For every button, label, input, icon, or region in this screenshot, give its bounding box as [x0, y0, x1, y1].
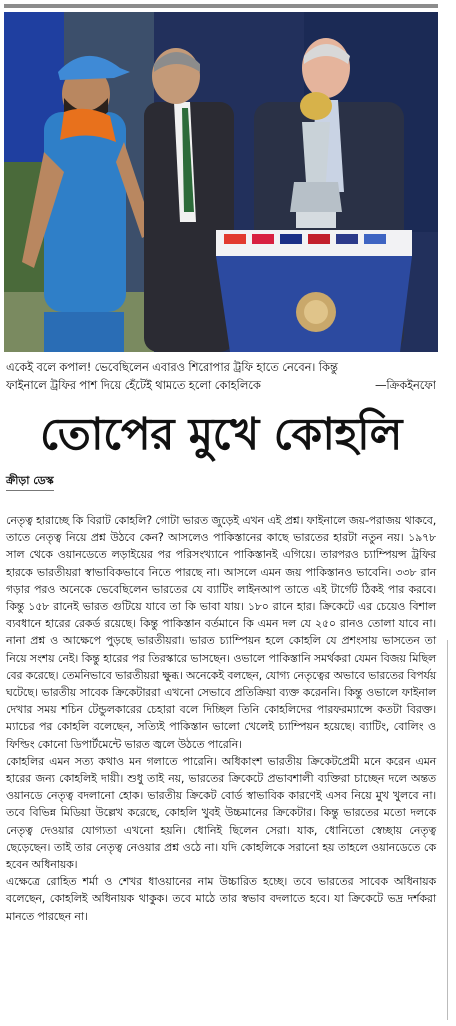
byline: ক্রীড়া ডেস্ক	[6, 474, 54, 487]
podium-figure	[216, 230, 412, 352]
headline: তোপের মুখে কোহলি	[40, 409, 402, 460]
photo-credit: —ক্রিকইনফো	[375, 378, 436, 392]
caption-line-2-text: ফাইনালে ট্রফির পাশ দিয়ে হেঁটেই থামতে হলো কোহলিকে	[6, 378, 261, 392]
byline-underline	[6, 490, 54, 491]
news-photo	[4, 12, 438, 352]
article-body	[6, 512, 436, 925]
photo-caption	[6, 358, 436, 394]
top-rule	[4, 4, 438, 8]
caption-line-2	[6, 376, 436, 394]
paragraph: কোহলির এমন সত্য কথাও মন গলাতে পারেনি। অধিকাংশ ভারতীয় ক্রিকেটপ্রেমী মনে করেন এমন হারের জন্য কোহলিই দায়ী। শুধু তাই নয়, ভারতের ক্রিকেটে প্রভাবশালী ব্যক্তিরা চাচ্ছেন দলে অন্তত ওয়ানডে নেতৃত্ব বদলানো হোক। ভারতীয় ক্রিকেট বোর্ড স্বাভাবিক কারণেই এসব নিয়ে মুখ খুলবে না। তবে বিভিন্ন মিডিয়া উল্লেখ করেছে, কোহলি খুবই উচ্চমানের ক্রিকেটার। কিন্তু ভারতের মতো দলকে নেতৃত্ব দেওয়ার যোগ্যতা এখনো হয়নি। ধোনিই ছিলেন সেরা। যাক, ধোনিতো স্বেচ্ছায় নেতৃত্ব ছেড়েছেন। তাই তার নেতৃত্ব নেওয়ার প্রশ্ন ওঠে না। যদি কোহলিকে সরানো হয় তাহলে ওয়ানডেতে কে হবেন অধিনায়ক।	[6, 754, 436, 872]
paragraph: এক্ষেত্রে রোহিত শর্মা ও শেখর ধাওয়ানের নাম উচ্চারিত হচ্ছে। তবে ভারতের সাবেক অধিনায়ক বলেছেন, কোহলিই অধিনায়ক থাকুক। তবে মাঠে তার স্বভাব বদলাতে হবে। যা ক্রিকেটে ভদ্র দর্শকরা মানতে পারছেন না।	[6, 875, 436, 923]
column-rule	[447, 640, 448, 1020]
caption-line-1: একেই বলে কপাল! ভেবেছিলেন এবারও শিরোপার ট্রফি হাতে নেবেন। কিন্তু	[6, 360, 338, 374]
paragraph: নেতৃত্ব হারাচ্ছে কি বিরাট কোহলি? গোটা ভারত জুড়েই এখন এই প্রশ্ন। ফাইনালে জয়-পরাজয় থাকবে, তাতে নেতৃত্ব নিয়ে প্রশ্ন উঠবে কেন? আসলেও পাকিস্তানের কাছে ভারতের হারটা নতুন নয়। ১৯৭৮ সাল থেকে ওয়ানডেতে লড়াইয়ের পর পরিসংখ্যানে পাকিস্তানই এগিয়ে। তারপরও চ্যাম্পিয়ন্স ট্রফির হারকে ভারতীয়রা স্বাভাবিকভাবে নিতে পারছে না। আসলে এমন জয় পাকিস্তানও ভাবেনি। ৩৩৮ রান গড়ার পরও অনেকে ভেবেছিলেন ভারতের যে ব্যাটিং লাইনআপ তাতে এই টার্গেট ঠিকই পার করবে। কিন্তু ১৫৮ রানেই ভারত গুটিয়ে যাবে তা কি ভাবা যায়। ১৮০ রানে হার। ক্রিকেটে এর চেয়েও বিশাল ব্যবধানে হারের রেকর্ড রয়েছে। কিন্তু পাকিস্তান বর্তমানে কি এমন দল যে ২৫০ রানও তোলা যাবে না। নানা প্রশ্ন ও আক্ষেপে পুড়ছে ভারতীয়রা। ভারত চ্যাম্পিয়ন হলে কোহলি যে প্রশংসায় ভাসতেন তা নিয়ে সংশয় নেই। কিন্তু হারের পর তিরস্কারে ভাসছেন। ওভালে পাকিস্তানি সমর্থকরা যেমন বিজয় মিছিল বের করেছে। তেমনিভাবে ভারতীয়রা ক্ষুব্ধ। অনেকেই বলছেন, যোগ্য নেতৃত্বের অভাবে ভারতের বিপর্যয় ঘটেছে। ভারতীয় সাবেক ক্রিকেটাররা এখনো সেভাবে প্রতিক্রিয়া ব্যক্ত করেননি। কিন্তু ওভালে ফাইনাল দেখার সময় শচিন টেন্ডুলকারের চেহারা বলে দিচ্ছিল তিনি কোহলিদের পারফরম্যান্সে কতটা বিরক্ত। ম্যাচের পর কোহলি বলেছেন, সত্যিই পাকিস্তান ভালো খেলেই চ্যাম্পিয়ন হয়েছে। ব্যাটিং, বোলিং ও ফিল্ডিং কোনো ডিপার্টমেন্টে ভারত জ্বলে উঠতে পারেনি।	[6, 514, 436, 751]
